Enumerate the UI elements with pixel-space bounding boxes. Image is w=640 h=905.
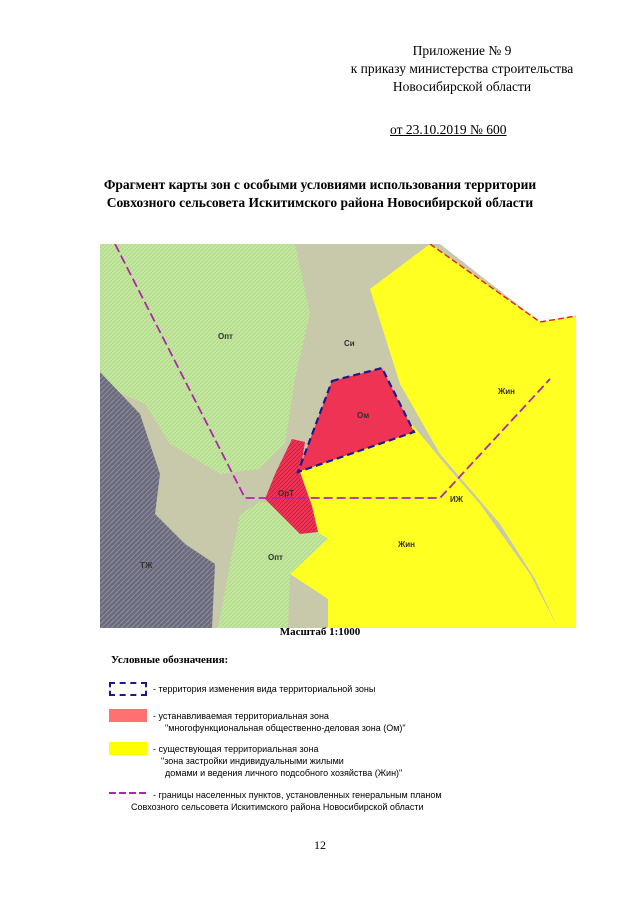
legend-swatch-blue-dashed — [109, 682, 147, 696]
legend-swatch-yellow — [109, 742, 147, 755]
page-number: 12 — [314, 838, 326, 852]
legend-text: - существующая территориальная зона — [153, 744, 319, 754]
region-label: Новосибирской области — [392, 79, 532, 94]
document-date-number: от 23.10.2019 № 600 — [390, 122, 507, 137]
legend-title: Условные обозначения: — [111, 654, 229, 666]
appendix-label: Приложение № 9 — [412, 43, 512, 58]
legend-text: домами и ведения личного подсобного хозяйства (Жин)" — [165, 768, 403, 778]
zone-label-opt-top: Опт — [218, 332, 233, 341]
map-title-line1: Фрагмент карты зон с особыми условиями использования территории — [103, 177, 537, 192]
zone-label-si: Си — [344, 339, 355, 348]
zone-label-opt-lower: Опт — [268, 553, 283, 562]
zone-label-zhin-lower: Жин — [398, 540, 415, 549]
map-title-line2: Совхозного сельсовета Искитимского района Новосибирской области — [106, 195, 534, 210]
legend-text: Совхозного сельсовета Искитимского района Новосибирской области — [131, 802, 424, 812]
legend-swatch-purple-dashed — [109, 788, 147, 801]
legend-text: "многофункциональная общественно-деловая зона (Ом)" — [165, 723, 406, 733]
legend-text: - территория изменения вида территориальной зоны — [153, 684, 376, 694]
legend-text: "зона застройки индивидуальными жилыми — [161, 756, 344, 766]
zone-label-om: Ом — [357, 411, 370, 420]
order-reference: к приказу министерства строительства — [350, 61, 574, 76]
zone-label-ort: ОрТ — [278, 489, 294, 498]
legend-swatch-red — [109, 709, 147, 722]
zone-label-tzh: ТЖ — [140, 561, 153, 570]
zone-label-izh: ИЖ — [450, 495, 463, 504]
legend-text: - устанавливаемая территориальная зона — [153, 711, 329, 721]
zone-map — [100, 244, 576, 628]
zone-label-zhin-upper: Жин — [498, 387, 515, 396]
map-scale: Масштаб 1:1000 — [279, 626, 361, 638]
legend-text: - границы населенных пунктов, установленных генеральным планом — [153, 790, 442, 800]
